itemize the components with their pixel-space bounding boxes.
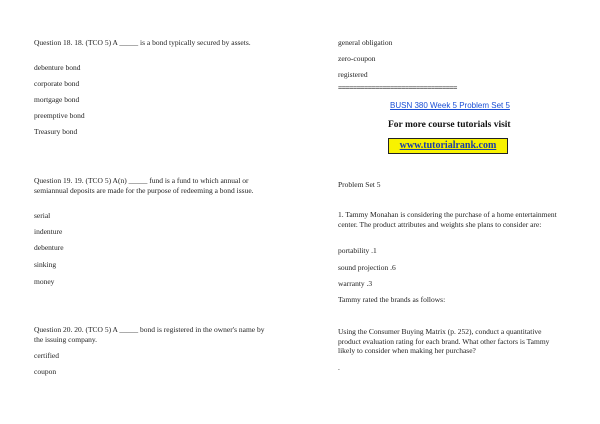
q20-option-5[interactable]: registered [338, 70, 368, 79]
trailing-dot: . [338, 363, 340, 372]
q19-option-1[interactable]: serial [34, 211, 51, 220]
question-18-text: Question 18. 18. (TCO 5) A _____ is a bond typically secured by assets. [34, 38, 251, 47]
q18-option-5[interactable]: Treasury bond [34, 127, 78, 136]
question-19-text: Question 19. 19. (TCO 5) A(n) _____ fund is a fund to which annual or semiannual deposits are made for the purpose of redeeming a bond issue. [34, 176, 254, 195]
q19-option-3[interactable]: debenture [34, 243, 64, 252]
course-link[interactable]: BUSN 380 Week 5 Problem Set 5 [390, 101, 510, 110]
q18-option-4[interactable]: preemptive bond [34, 111, 85, 120]
q19-option-4[interactable]: sinking [34, 260, 57, 269]
attribute-sound-projection: sound projection .6 [338, 263, 396, 272]
q18-option-1[interactable]: debenture bond [34, 63, 81, 72]
q20-option-4[interactable]: zero-coupon [338, 54, 376, 63]
q20-option-1[interactable]: certified [34, 351, 59, 360]
separator-line: ================================ [338, 84, 457, 92]
website-link[interactable]: www.tutorialrank.com [388, 138, 508, 154]
q18-option-2[interactable]: corporate bond [34, 79, 80, 88]
q19-option-2[interactable]: indenture [34, 227, 63, 236]
task-text: Using the Consumer Buying Matrix (p. 252), conduct a quantitative product evaluation rating for each brand. What other factors is Tammy likely to consider when making her purchase? [338, 327, 550, 355]
q19-option-5[interactable]: money [34, 277, 55, 286]
question-20-text: Question 20. 20. (TCO 5) A _____ bond is registered in the owner's name by the issuing company. [34, 325, 265, 344]
visit-text: For more course tutorials visit [388, 120, 511, 130]
problem-intro: 1. Tammy Monahan is considering the purchase of a home entertainment center. The product attributes and weights she plans to consider are: [338, 210, 557, 229]
q18-option-3[interactable]: mortgage bond [34, 95, 80, 104]
attribute-portability: portability .1 [338, 246, 377, 255]
rated-text: Tammy rated the brands as follows: [338, 295, 446, 304]
q20-option-3[interactable]: general obligation [338, 38, 393, 47]
q20-option-2[interactable]: coupon [34, 367, 57, 376]
attribute-warranty: warranty .3 [338, 279, 373, 288]
problem-set-title: Problem Set 5 [338, 180, 381, 189]
